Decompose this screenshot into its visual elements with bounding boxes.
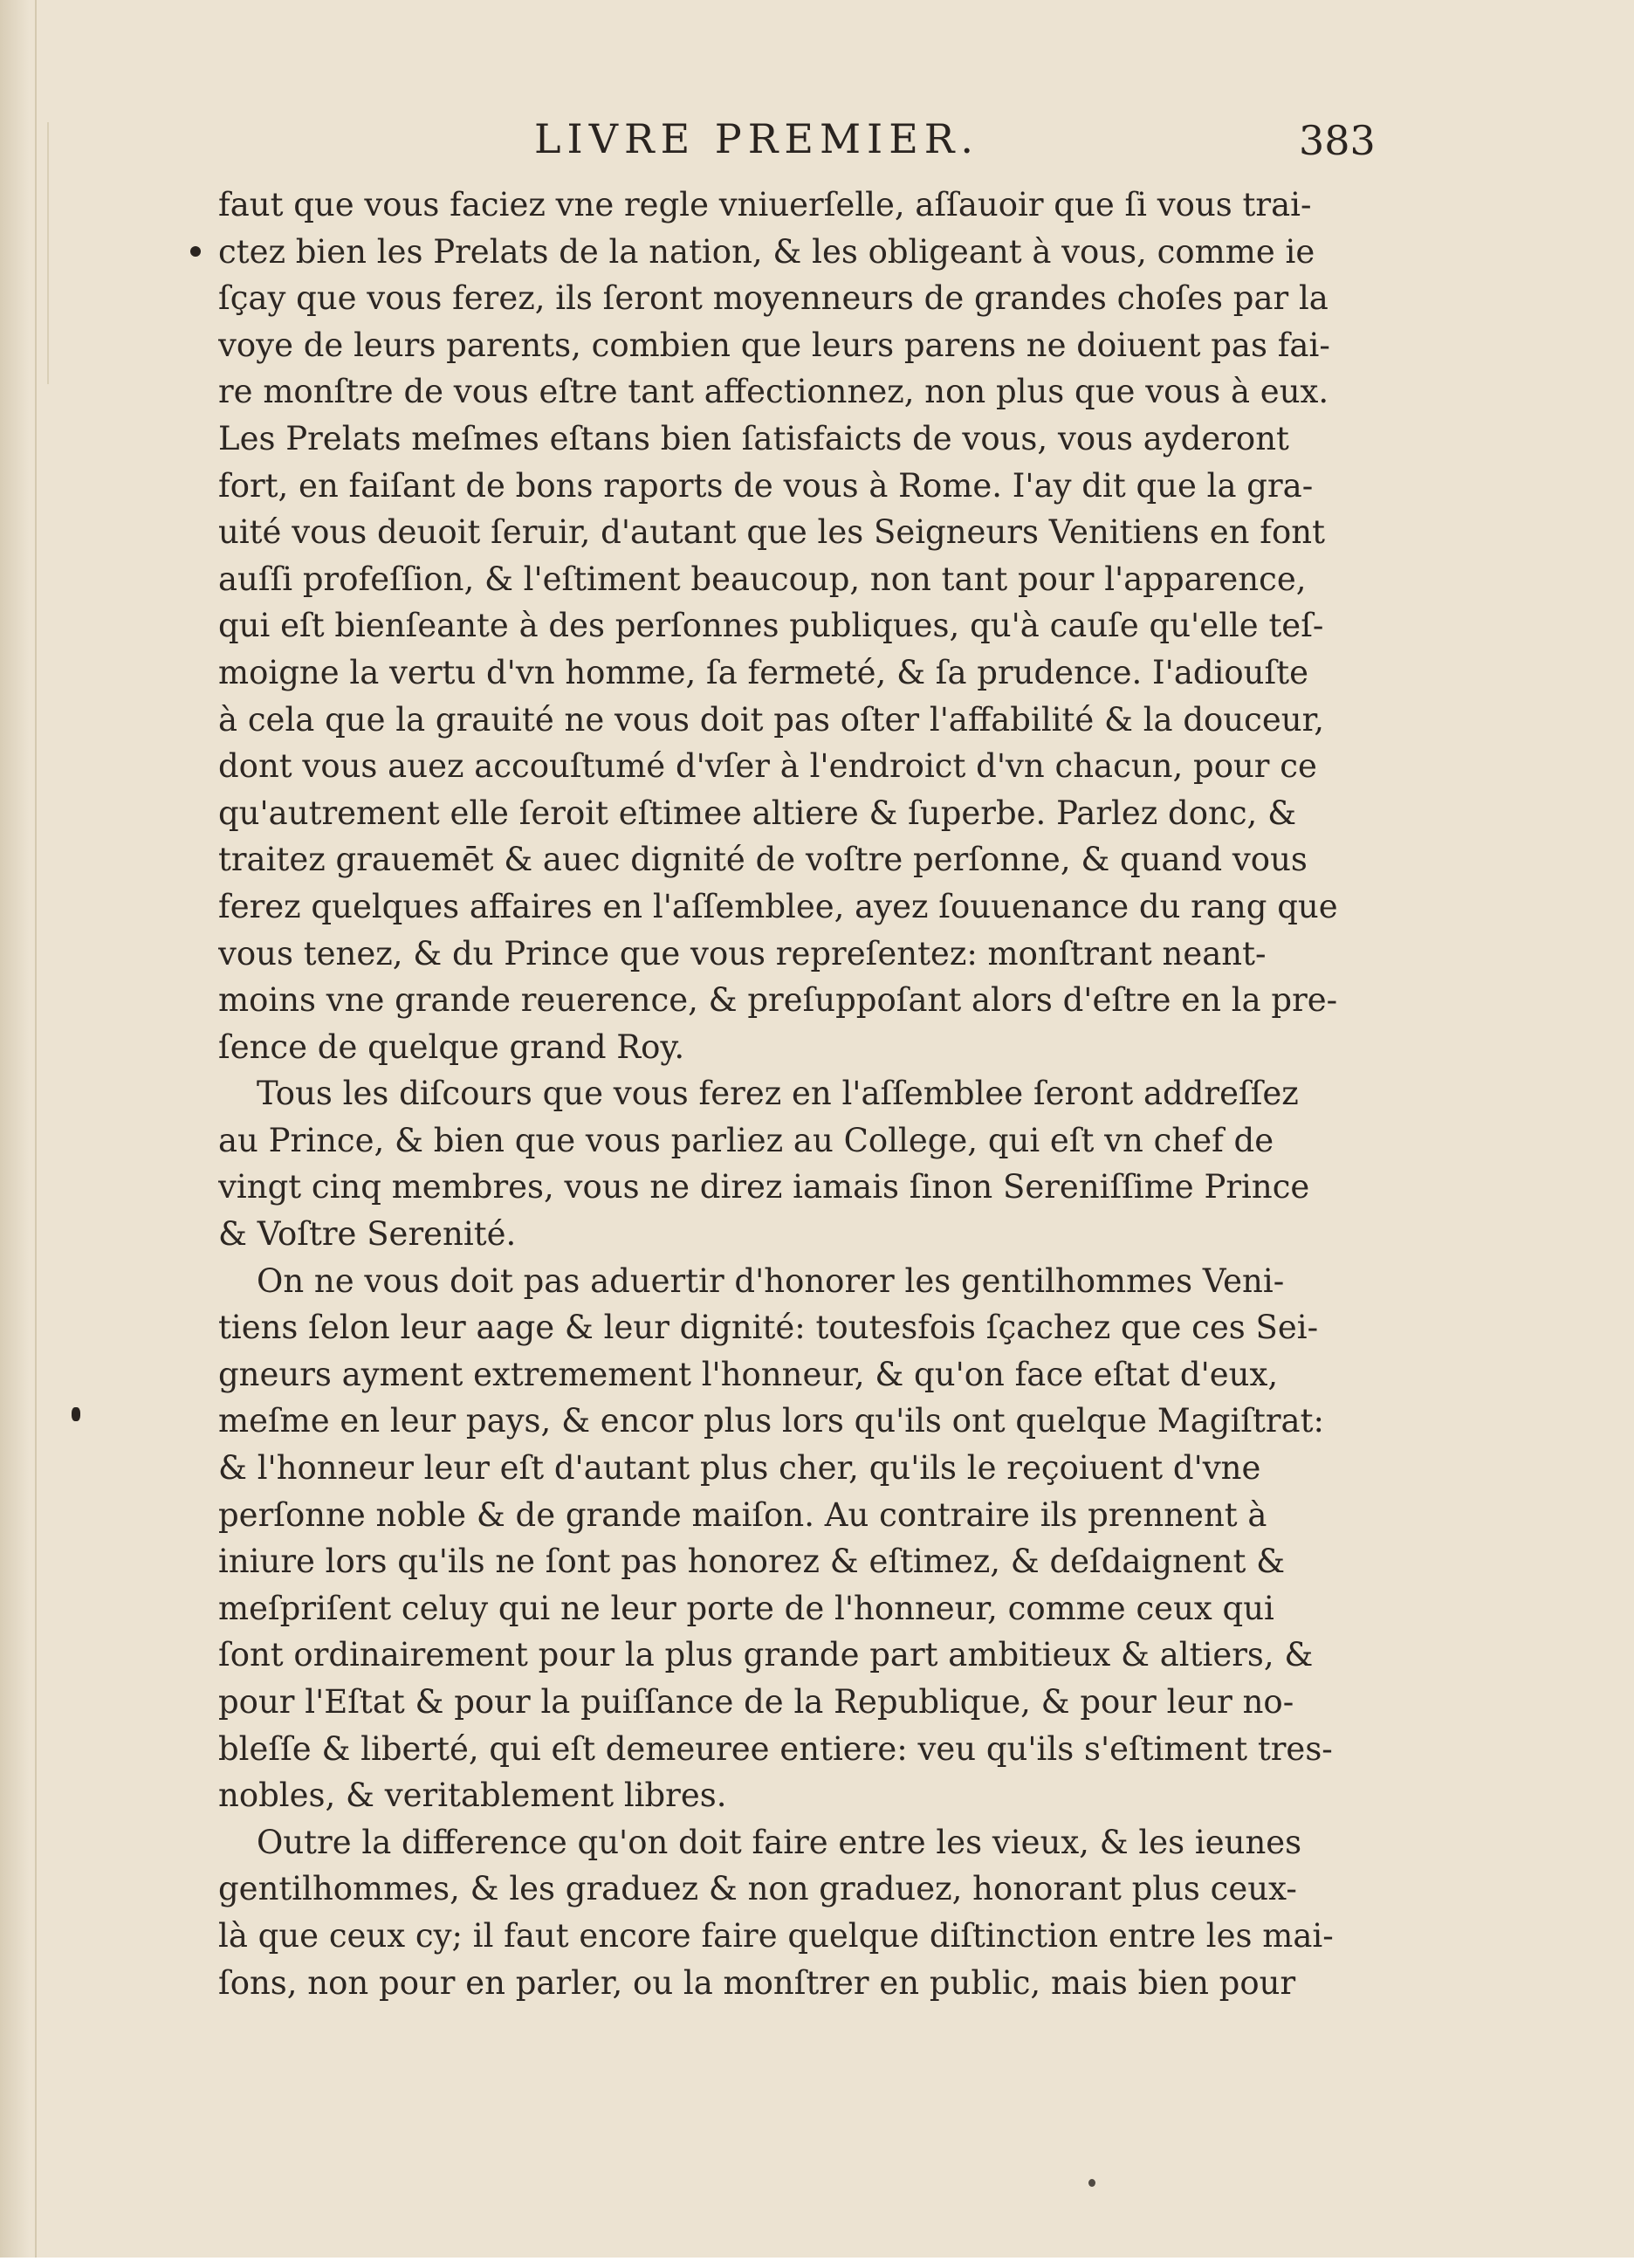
text-line: meſpriſent celuy qui ne leur porte de l'honneur, comme ceux qui [218, 1589, 1274, 1627]
text-line: vingt cinq membres, vous ne direz iamais ſinon Sereniſſime Prince [218, 1168, 1310, 1206]
text-line: là que ceux cy; il faut encore faire quelque diſtinction entre les mai- [218, 1916, 1334, 1955]
text-line: ferez quelques affaires en l'aſſemblee, ayez ſouuenance du rang que [218, 887, 1338, 925]
body-text [218, 182, 1379, 2006]
ink-speck [1088, 2179, 1095, 2187]
text-line: meſme en leur pays, & encor plus lors qu'ils ont quelque Magiſtrat: [218, 1402, 1324, 1440]
text-line: Les Prelats meſmes eſtans bien ſatisfaicts de vous, vous ayderont [218, 419, 1289, 457]
text-line: qui eſt bienſeante à des perſonnes publiques, qu'à cauſe qu'elle teſ- [218, 607, 1324, 645]
text-line: à cela que la grauité ne vous doit pas oſter l'affabilité & la douceur, [218, 700, 1324, 739]
text-line: ſont ordinairement pour la plus grande part ambitieux & altiers, & [218, 1636, 1314, 1674]
text-line: Outre la difference qu'on doit faire entre les vieux, & les ieunes [257, 1823, 1302, 1861]
spine-crease [35, 0, 37, 2268]
text-line: Tous les diſcours que vous ferez en l'aſſemblee ſeront addreſſez [257, 1075, 1299, 1113]
text-line: faut que vous faciez vne regle vniuerſelle, aſſauoir que ſi vous trai- [218, 186, 1312, 223]
running-head-title: LIVRE PREMIER. [534, 115, 980, 162]
text-line: & l'honneur leur eſt d'autant plus cher, qu'ils le reçoiuent d'vne [218, 1449, 1261, 1488]
text-line: tiens ſelon leur aage & leur dignité: toutesfois ſçachez que ces Sei- [218, 1309, 1319, 1347]
text-line: moins vne grande reuerence, & preſuppoſant alors d'eſtre en la pre- [218, 981, 1338, 1020]
text-line: uité vous deuoit ſeruir, d'autant que les Seigneurs Venitiens en font [218, 513, 1325, 552]
text-line: gneurs ayment extremement l'honneur, & qu'on face eſtat d'eux, [218, 1355, 1279, 1393]
text-line: ctez bien les Prelats de la nation, & les obligeant à vous, comme ie [218, 232, 1315, 271]
text-line: On ne vous doit pas aduertir d'honorer les gentilhommes Veni- [257, 1261, 1285, 1300]
binding-edge [0, 0, 30, 2268]
ink-speck [190, 246, 201, 257]
text-line: ſçay que vous ferez, ils ſeront moyenneurs de grandes choſes par la [218, 279, 1328, 318]
text-line: vous tenez, & du Prince que vous repreſentez: monſtrant neant- [218, 934, 1267, 972]
text-line: auſſi profeſſion, & l'eſtiment beaucoup, non tant pour l'apparence, [218, 560, 1307, 598]
text-line: dont vous auez accouſtumé d'vſer à l'endroict d'vn chacun, pour ce [218, 747, 1317, 786]
text-line: moigne la vertu d'vn homme, ſa fermeté, & ſa prudence. I'adiouſte [218, 653, 1308, 691]
text-line: fort, en faiſant de bons raports de vous à Rome. I'ay dit que la gra- [218, 466, 1314, 505]
text-line: au Prince, & bien que vous parliez au College, qui eſt vn chef de [218, 1121, 1274, 1159]
text-line: pour l'Eſtat & pour la puiſſance de la Republique, & pour leur no- [218, 1683, 1294, 1721]
text-line: iniure lors qu'ils ne ſont pas honorez & eſtimez, & deſdaignent & [218, 1543, 1286, 1581]
text-line: gentilhommes, & les graduez & non graduez, honorant plus ceux- [218, 1870, 1297, 1908]
text-line: re monſtre de vous eſtre tant affectionnez, non plus que vous à eux. [218, 373, 1329, 411]
text-line: perſonne noble & de grande maiſon. Au contraire ils prennent à [218, 1495, 1267, 1534]
text-line: traitez grauemēt & auec dignité de voſtre perſonne, & quand vous [218, 841, 1308, 879]
text-line: ſons, non pour en parler, ou la monſtrer en public, mais bien pour [218, 1963, 1296, 2002]
text-line: qu'autrement elle ſeroit eſtimee altiere & ſuperbe. Parlez donc, & [218, 794, 1297, 832]
page-number: 383 [1299, 117, 1376, 164]
text-line: ſence de quelque grand Roy. [218, 1027, 685, 1066]
running-head [0, 115, 1634, 168]
ink-speck [72, 1407, 80, 1421]
text-line: & Voſtre Serenité. [218, 1215, 517, 1254]
text-line: nobles, & veritablement libres. [218, 1777, 727, 1815]
page-bottom-edge [0, 2258, 1634, 2268]
text-line: voye de leurs parents, combien que leurs parens ne doiuent pas fai- [218, 326, 1330, 364]
text-line: bleſſe & liberté, qui eſt demeuree entiere: veu qu'ils s'eſtiment tres- [218, 1729, 1333, 1768]
